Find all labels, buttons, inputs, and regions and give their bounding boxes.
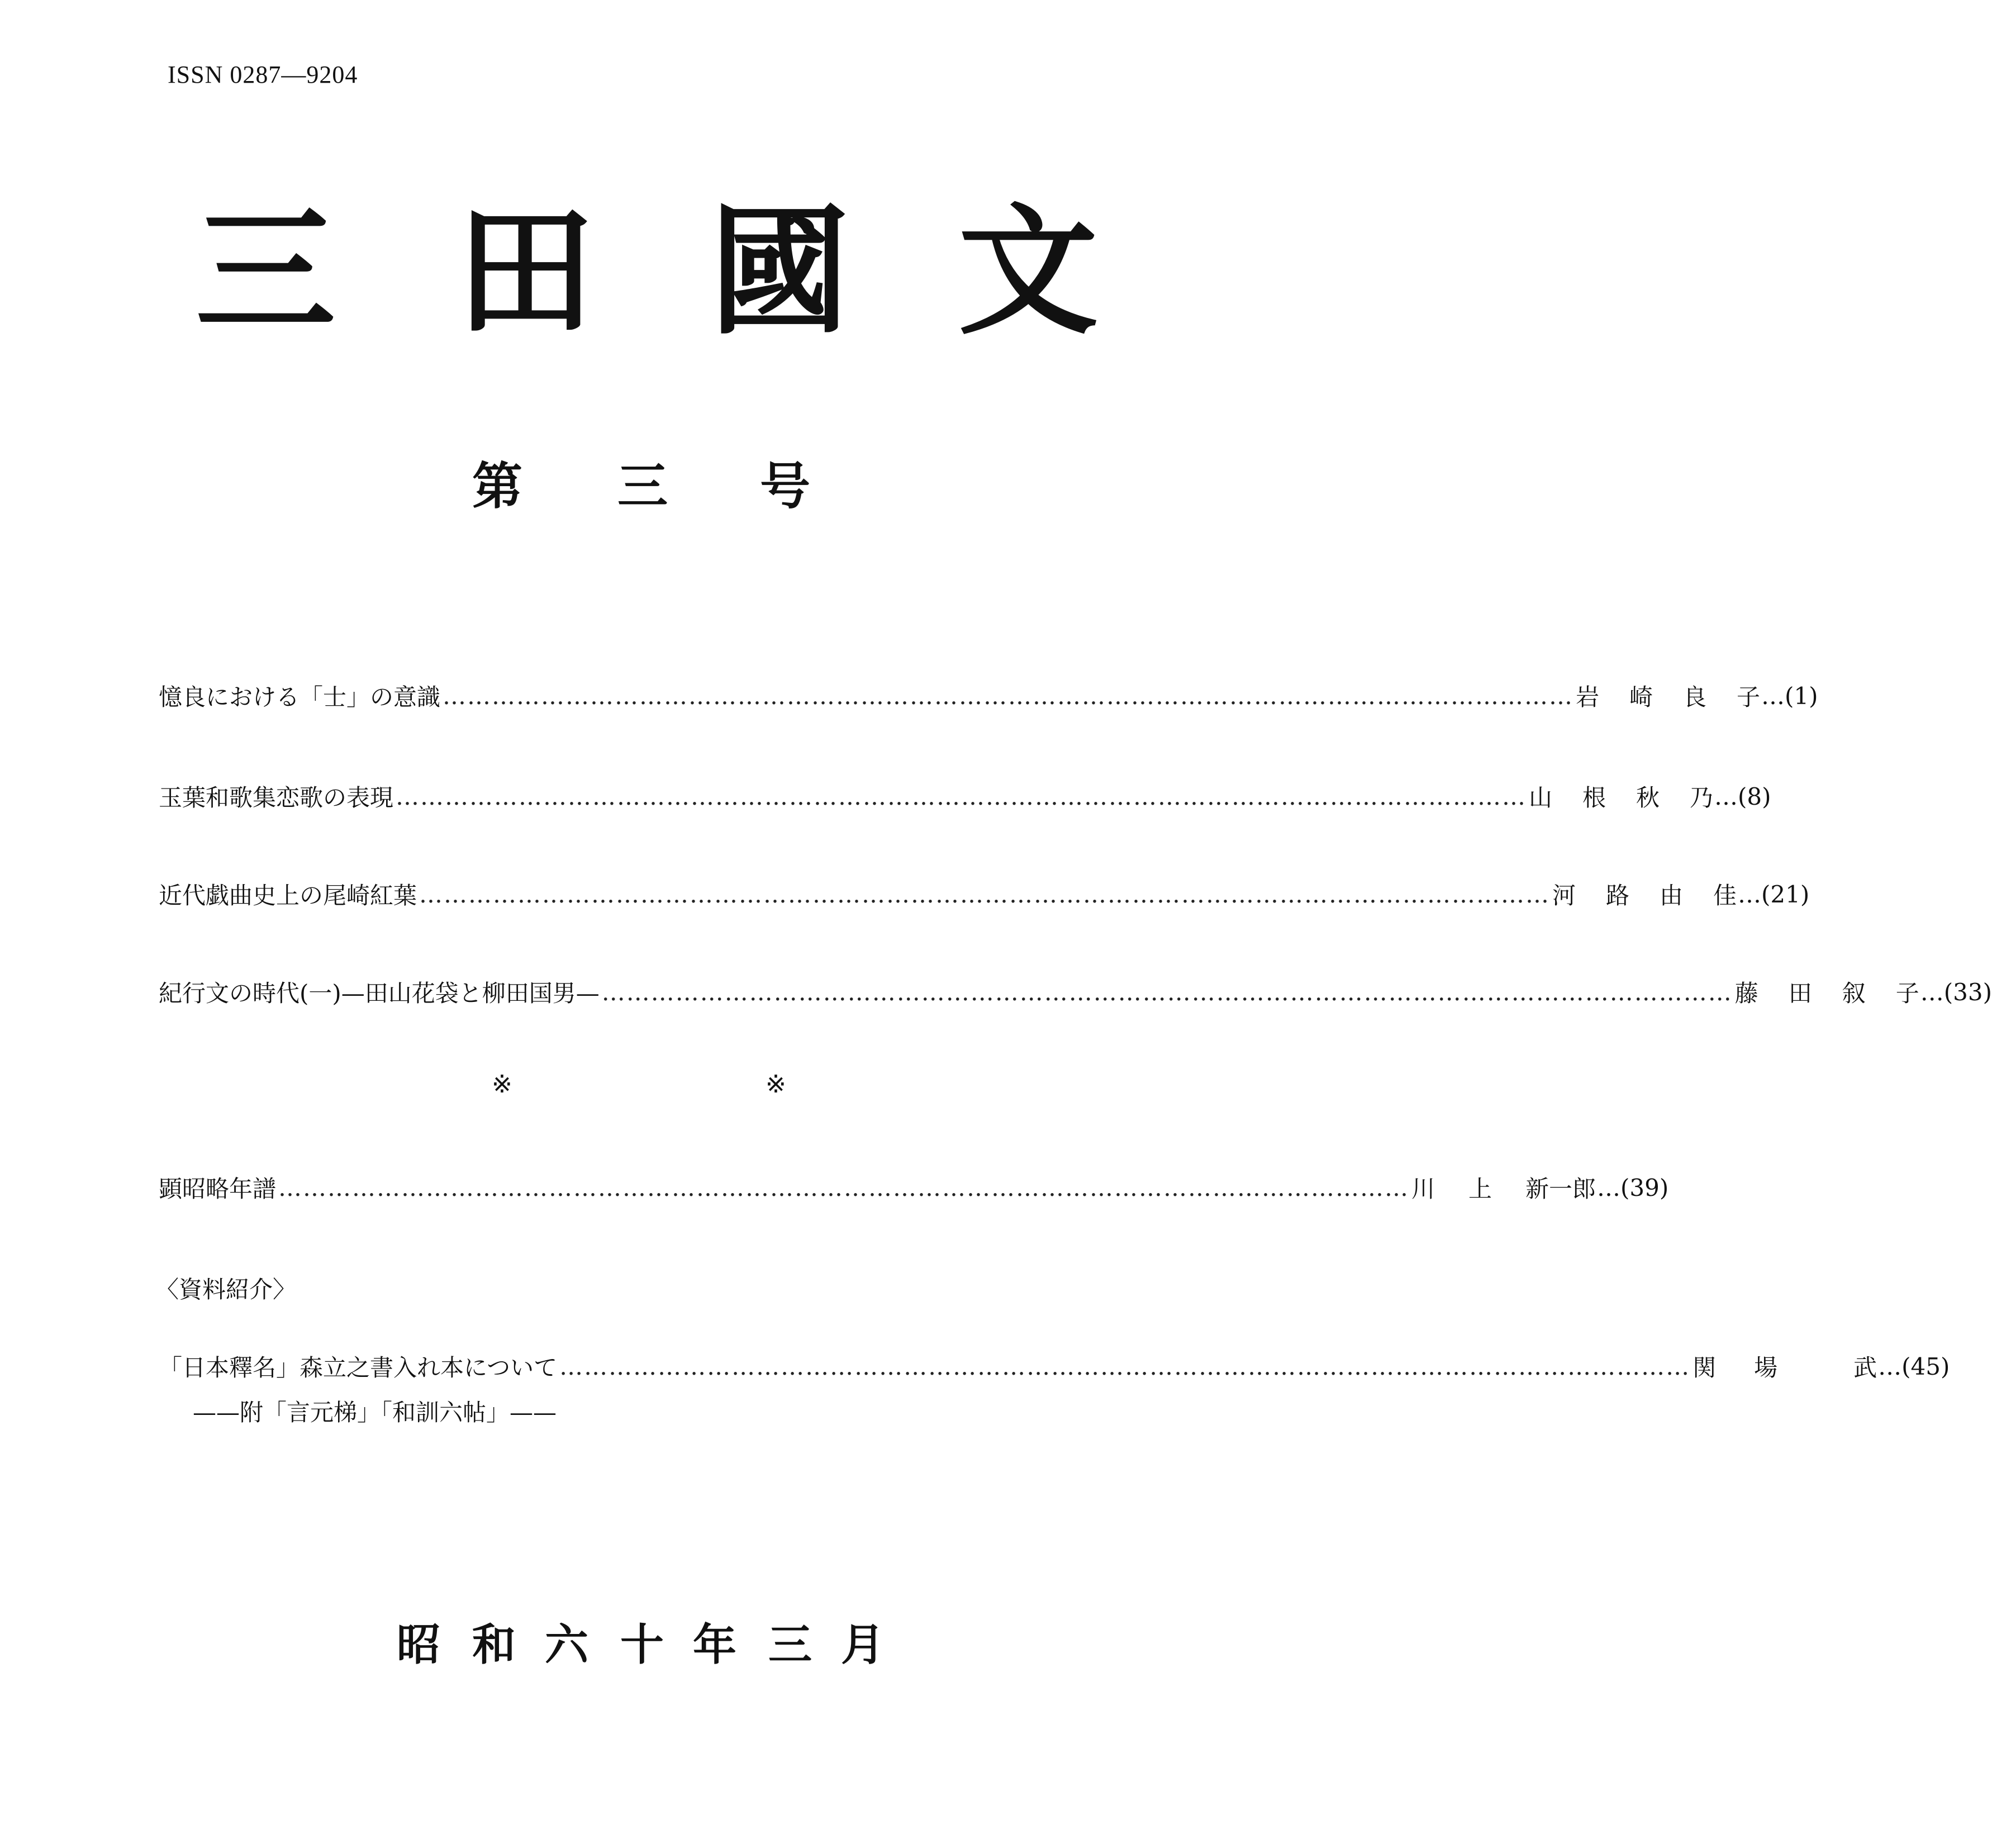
toc-entry <box>159 777 1771 816</box>
leader-dots: ………………………………………………………………………………………………………………………… <box>443 682 1574 710</box>
date-char: 十 <box>620 1619 664 1670</box>
section-label: 〈資料紹介〉 <box>155 1276 297 1303</box>
entry-author: 藤 田 叙 子 <box>1734 980 1919 1007</box>
entry-author: 関 場 武 <box>1693 1354 1877 1381</box>
date-char: 月 <box>841 1619 885 1670</box>
entry-title: 紀行文の時代(一)—田山花袋と柳田国男— <box>159 980 600 1007</box>
leader-dots: ………………………………………………………………………………………………………………………… <box>396 782 1527 810</box>
date-char: 和 <box>472 1619 516 1670</box>
toc-entry <box>159 1347 1950 1386</box>
separator-mark: ※ <box>766 1070 786 1099</box>
entry-page: …(33) <box>1920 978 1992 1006</box>
toc-entry <box>159 1168 1669 1207</box>
entry-author: 河 路 由 佳 <box>1552 882 1737 909</box>
entry-title: 憶良における「士」の意識 <box>159 683 441 711</box>
entry-page: …(1) <box>1761 682 1818 710</box>
entry-page: …(45) <box>1878 1352 1950 1380</box>
entry-page: …(39) <box>1597 1174 1669 1201</box>
issue-char: 三 <box>617 457 668 516</box>
entry-author: 岩 崎 良 子 <box>1576 683 1760 711</box>
leader-dots: ………………………………………………………………………………………………………………………… <box>559 1352 1691 1380</box>
toc-entry <box>159 875 1810 914</box>
entry-title: 顕昭略年譜 <box>159 1175 277 1203</box>
title-char: 國 <box>710 189 849 353</box>
entry-page: …(21) <box>1738 880 1810 908</box>
entry-title: 玉葉和歌集恋歌の表現 <box>159 784 394 811</box>
leader-dots: ………………………………………………………………………………………………………………………… <box>419 880 1551 908</box>
date-char: 六 <box>545 1619 589 1670</box>
entry-author: 川 上 新一郎 <box>1411 1175 1596 1203</box>
title-char: 三 <box>196 189 335 353</box>
title-char: 田 <box>455 189 595 353</box>
issn: ISSN 0287—9204 <box>168 61 358 88</box>
entry-page: …(8) <box>1714 782 1771 810</box>
date-char: 昭 <box>397 1619 441 1670</box>
entry-subtitle: ——附「言元梯」「和訓六帖」—— <box>193 1399 557 1426</box>
title-char: 文 <box>958 189 1098 353</box>
date-char: 年 <box>693 1619 737 1670</box>
separator-mark: ※ <box>492 1070 512 1099</box>
issue-char: 号 <box>760 457 810 516</box>
entry-author: 山 根 秋 乃 <box>1529 784 1713 811</box>
leader-dots: ………………………………………………………………………………………………………………………… <box>278 1174 1410 1201</box>
entry-title: 「日本釋名」森立之書入れ本について <box>159 1354 558 1381</box>
toc-entry <box>159 676 1818 715</box>
leader-dots: ………………………………………………………………………………………………………………………… <box>601 978 1733 1006</box>
date-char: 三 <box>768 1619 812 1670</box>
issue-char: 第 <box>472 457 522 516</box>
toc-entry <box>159 972 1992 1011</box>
entry-title: 近代戯曲史上の尾崎紅葉 <box>159 882 417 909</box>
